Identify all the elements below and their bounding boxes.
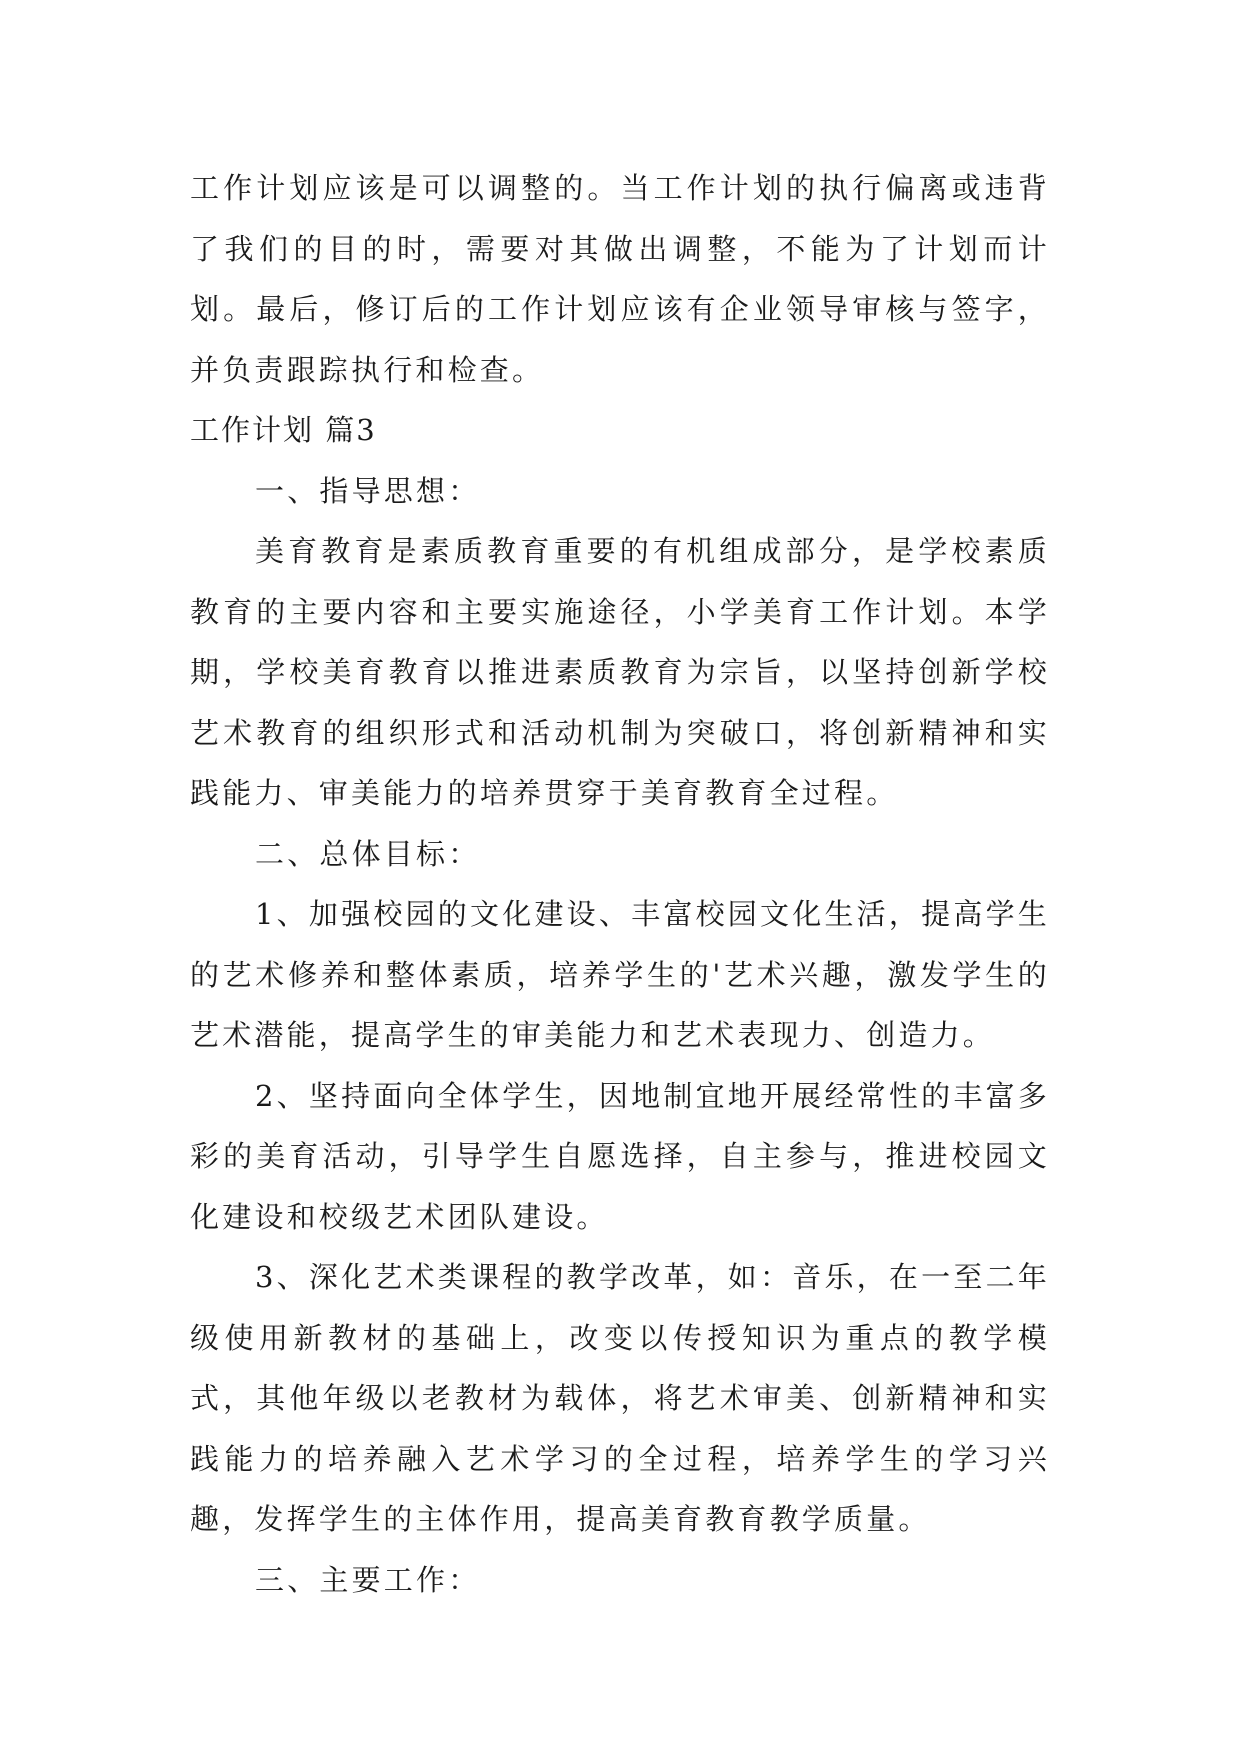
section-heading-plan-3: 工作计划 篇3 (190, 413, 377, 447)
heading-guiding-ideology: 一、指导思想： (255, 473, 481, 508)
paragraph-aesthetic-education: 美育教育是素质教育重要的有机组成部分，是学校素质教育的主要内容和主要实施途径，小学美育工作计划。本学期，学校美育教育以推进素质教育为宗旨，以坚持创新学校艺术教育的组织形式和活动机制为突破口，将创新精神和实践能力、审美能力的培养贯穿于美育教育全过程。 (190, 534, 1050, 810)
paragraph-goal-3: 3、深化艺术类课程的教学改革，如：音乐，在一至二年级使用新教材的基础上，改变以传授知识为重点的教学模式，其他年级以老教材为载体，将艺术审美、创新精神和实践能力的培养融入艺术学习的全过程，培养学生的学习兴趣，发挥学生的主体作用，提高美育教育教学质量。 (190, 1260, 1050, 1536)
document-body (190, 158, 1050, 1610)
heading-main-work: 三、主要工作： (255, 1562, 481, 1597)
paragraph-goal-1: 1、加强校园的文化建设、丰富校园文化生活，提高学生的艺术修养和整体素质，培养学生的'艺术兴趣，激发学生的艺术潜能，提高学生的审美能力和艺术表现力、创造力。 (190, 897, 1050, 1052)
paragraph-plan-adjustment: 工作计划应该是可以调整的。当工作计划的执行偏离或违背了我们的目的时，需要对其做出调整，不能为了计划而计划。最后，修订后的工作计划应该有企业领导审核与签字，并负责跟踪执行和检查。 (190, 171, 1050, 387)
paragraph-goal-2: 2、坚持面向全体学生，因地制宜地开展经常性的丰富多彩的美育活动，引导学生自愿选择，自主参与，推进校园文化建设和校级艺术团队建设。 (190, 1078, 1050, 1234)
heading-overall-goals: 二、总体目标： (255, 836, 481, 871)
